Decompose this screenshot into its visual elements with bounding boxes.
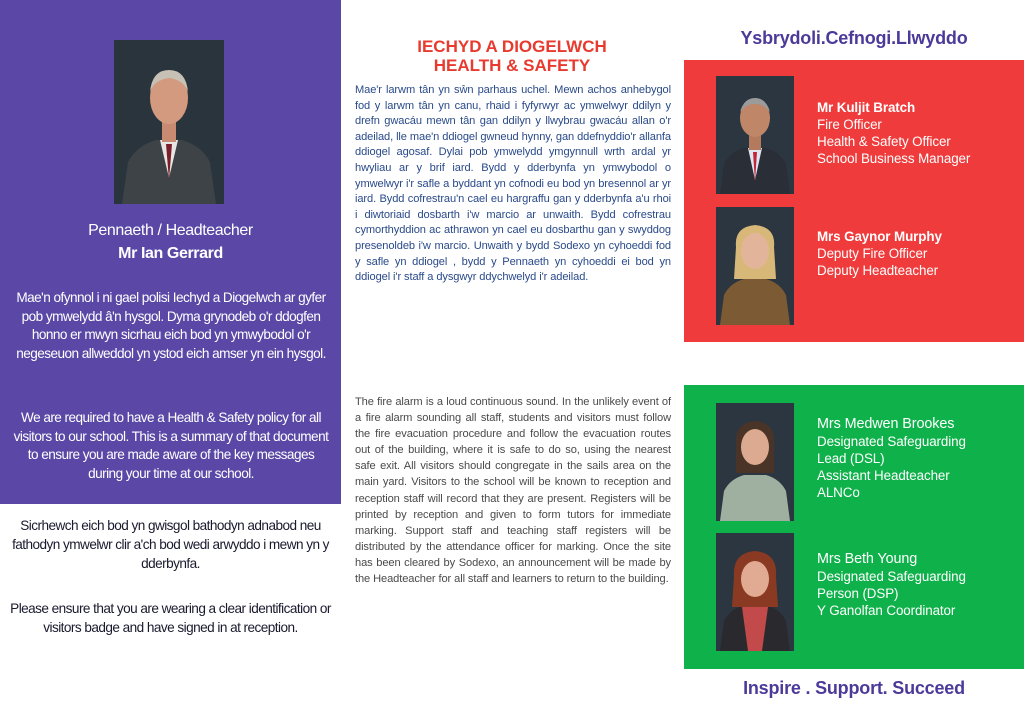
staff-role: Health & Safety Officer: [817, 134, 951, 149]
tagline-english: Inspire . Support. Succeed: [743, 678, 965, 698]
staff-photo-murphy: [716, 207, 794, 325]
staff-role: Fire Officer: [817, 117, 882, 132]
staff-photo-brookes: [716, 403, 794, 521]
headteacher-role: Pennaeth / Headteacher: [88, 222, 253, 239]
staff-card-bratch: [817, 99, 1017, 167]
fire-procedure-english: The fire alarm is a loud continuous sound. In the unlikely event of a fire alarm sounding all staff, students and visitors must follow the fire evacuation procedure and follow the evacuation routes out of the building, where it is safe to do so, using the nearest safe exit. All visitors should congregate in the sails area on the main yard. Visitors to the school will be known to reception and reception staff will record that they are present. Registers will be printed by reception and given to form tutors for immediate marking. Support staff and teaching staff registers will be distributed by the attendance officer for marking. Once the site has been cleared by Sodexo, an announcement will be made by the Headteacher for all staff and learners to return to the building.: [355, 396, 671, 586]
headteacher-photo: [114, 40, 224, 204]
staff-role: Assistant Headteacher: [817, 468, 950, 483]
fire-procedure-welsh: Mae'r larwm tân yn sŵn parhaus uchel. Mewn achos anhebygol fod y larwm tân yn canu, rhaid i fyfyrwyr ac ymwelwyr ddilyn y drefn gwacáu mewn tân gan ddilyn y llwybrau gwacáu allan o'r adeilad, lle mae'n ddiogel gwneud hynny, gan ddefnyddio'r allanfa ddiogel agosaf. Dylai pob ymwelydd ymgynnull wrth ardal yr hwyliau ar y brif iard. Bydd y dderbynfa yn ymwybodol o ymwelwyr i'r safle a byddant yn cofnodi eu bod yn bresennol ar yr iard. Bydd cofrestrau'n cael eu hargraffu gan y dderbynfa a'u rhoi i diwtoriaid dosbarth i'w marcio ar unwaith. Bydd cofrestrau cymorthyddion ac athrawon yn cael eu dosbarthu gan y swyddog presenoldeb i'w marcio. Unwaith y bydd Sodexo yn cyhoeddi fod y safle yn ddiogel , bydd y Pennaeth yn cyhoeddi ei bod yn ddiogel i'r staff a dysgwyr ddychwelyd i'r adeilad.: [355, 84, 671, 284]
staff-photo-bratch: [716, 76, 794, 194]
staff-role: Deputy Fire Officer: [817, 246, 928, 261]
staff-role: Deputy Headteacher: [817, 263, 939, 278]
staff-role: Designated Safeguarding: [817, 434, 966, 449]
staff-role: Designated Safeguarding: [817, 569, 966, 584]
staff-card-murphy: [817, 228, 1017, 279]
staff-role: Y Ganolfan Coordinator: [817, 603, 956, 618]
badge-notice-english: Please ensure that you are wearing a clear identification or visitors badge and have signed in at reception.: [10, 601, 331, 635]
staff-name: Mrs Medwen Brookes: [817, 416, 955, 432]
policy-summary-english: We are required to have a Health & Safety policy for all visitors to our school. This is a summary of that document to ensure you are made aware of the key messages during your time at our school.: [13, 410, 329, 481]
staff-photo-young: [716, 533, 794, 651]
staff-card-young: [817, 551, 1017, 619]
staff-name: Mr Kuljit Bratch: [817, 100, 916, 115]
headteacher-name: Mr Ian Gerrard: [118, 245, 223, 262]
title-welsh: IECHYD A DIOGELWCH: [417, 37, 607, 56]
badge-notice-welsh: Sicrhewch eich bod yn gwisgol bathodyn adnabod neu fathodyn ymwelwr clir a'ch bod wedi arwyddo i mewn yn y dderbynfa.: [12, 518, 329, 571]
title-english: HEALTH & SAFETY: [433, 56, 591, 75]
policy-summary-welsh: Mae'n ofynnol i ni gael polisi Iechyd a Diogelwch ar gyfer pob ymwelydd â'n hysgol. Dyma grynodeb o'r ddogfen honno er mwyn sicrhau eich bod yn ymwybodol o'r negeseuon allweddol yn ystod eich amser yn ein hysgol.: [16, 290, 326, 361]
tagline-welsh: Ysbrydoli.Cefnogi.Llwyddo: [740, 28, 968, 48]
staff-role: Lead (DSL): [817, 451, 885, 466]
staff-role: School Business Manager: [817, 151, 971, 166]
staff-name: Mrs Beth Young: [817, 551, 918, 567]
staff-card-brookes: [817, 416, 1017, 501]
staff-role: Person (DSP): [817, 586, 899, 601]
staff-name: Mrs Gaynor Murphy: [817, 229, 942, 244]
staff-role: ALNCo: [817, 485, 860, 500]
